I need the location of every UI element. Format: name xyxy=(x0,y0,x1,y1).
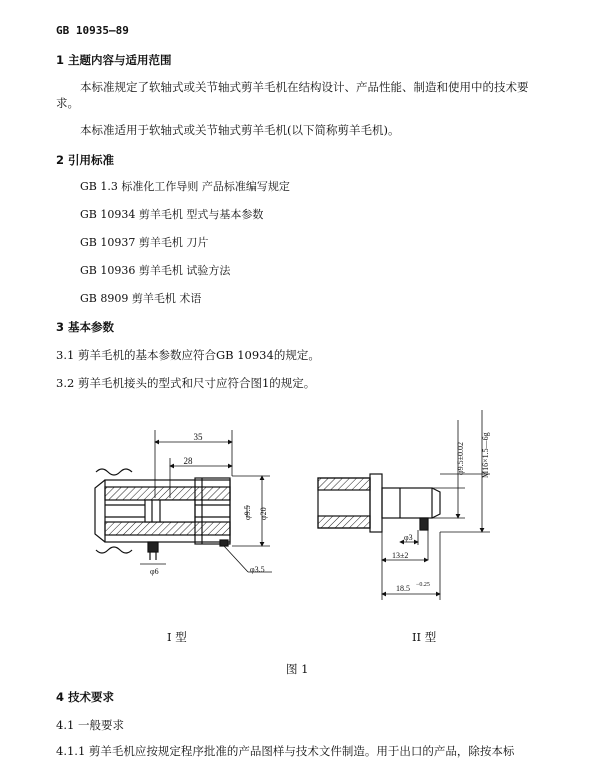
dim-m16-label: M16×1.5—6g xyxy=(481,432,490,478)
dim-tol-label: −0.25 xyxy=(416,582,430,588)
reference-item: GB 8909 剪羊毛机 术语 xyxy=(80,292,202,305)
type-1-drawing xyxy=(95,430,272,572)
type-1-label: I 型 xyxy=(167,630,187,644)
dim-phi3-5-label: φ3.5 xyxy=(250,565,265,574)
type-2-label: II 型 xyxy=(412,630,437,644)
section-1-paragraph-1: 本标准规定了软轴式或关节轴式剪羊毛机在结构设计、产品性能、制造和使用中的技术要求。 xyxy=(56,80,529,110)
dim-13-label: 13±2 xyxy=(392,551,409,560)
reference-item: GB 10937 剪羊毛机 刀片 xyxy=(80,236,209,249)
standard-number-header: GB 10935—89 xyxy=(56,24,129,37)
dim-35-label: 35 xyxy=(193,432,203,442)
dim-phi9-5-tol-label: φ9.5±0.02 xyxy=(456,441,465,475)
dim-phi9-5-label: φ9.5 xyxy=(243,505,252,520)
dim-phi6-label: φ6 xyxy=(150,567,159,576)
clause-3-1: 3.1 剪羊毛机的基本参数应符合GB 10934的规定。 xyxy=(56,348,320,362)
section-4-heading: 4 技术要求 xyxy=(56,690,115,704)
clause-4-1-1: 4.1.1 剪羊毛机应按规定程序批准的产品图样与技术文件制造。用于出口的产品，除按本标 xyxy=(56,744,515,758)
section-1-paragraph-2: 本标准适用于软轴式或关节轴式剪羊毛机(以下简称剪羊毛机)。 xyxy=(80,123,400,137)
clause-4-1: 4.1 一般要求 xyxy=(56,718,124,732)
dim-phi3-label: φ3 xyxy=(404,533,413,542)
section-2-heading: 2 引用标准 xyxy=(56,153,115,167)
type-2-drawing xyxy=(318,410,490,600)
reference-item: GB 1.3 标准化工作导则 产品标准编写规定 xyxy=(80,180,290,193)
reference-item: GB 10934 剪羊毛机 型式与基本参数 xyxy=(80,208,264,221)
section-1-heading: 1 主题内容与适用范围 xyxy=(56,53,172,67)
figure-caption: 图 1 xyxy=(286,662,309,676)
dim-phi20-label: φ20 xyxy=(259,507,268,520)
section-3-heading: 3 基本参数 xyxy=(56,320,115,334)
dim-28-label: 28 xyxy=(183,456,193,466)
dim-18-5-label: 18.5 xyxy=(396,584,410,593)
clause-3-2: 3.2 剪羊毛机接头的型式和尺寸应符合图1的规定。 xyxy=(56,376,316,390)
reference-item: GB 10936 剪羊毛机 试验方法 xyxy=(80,264,231,277)
